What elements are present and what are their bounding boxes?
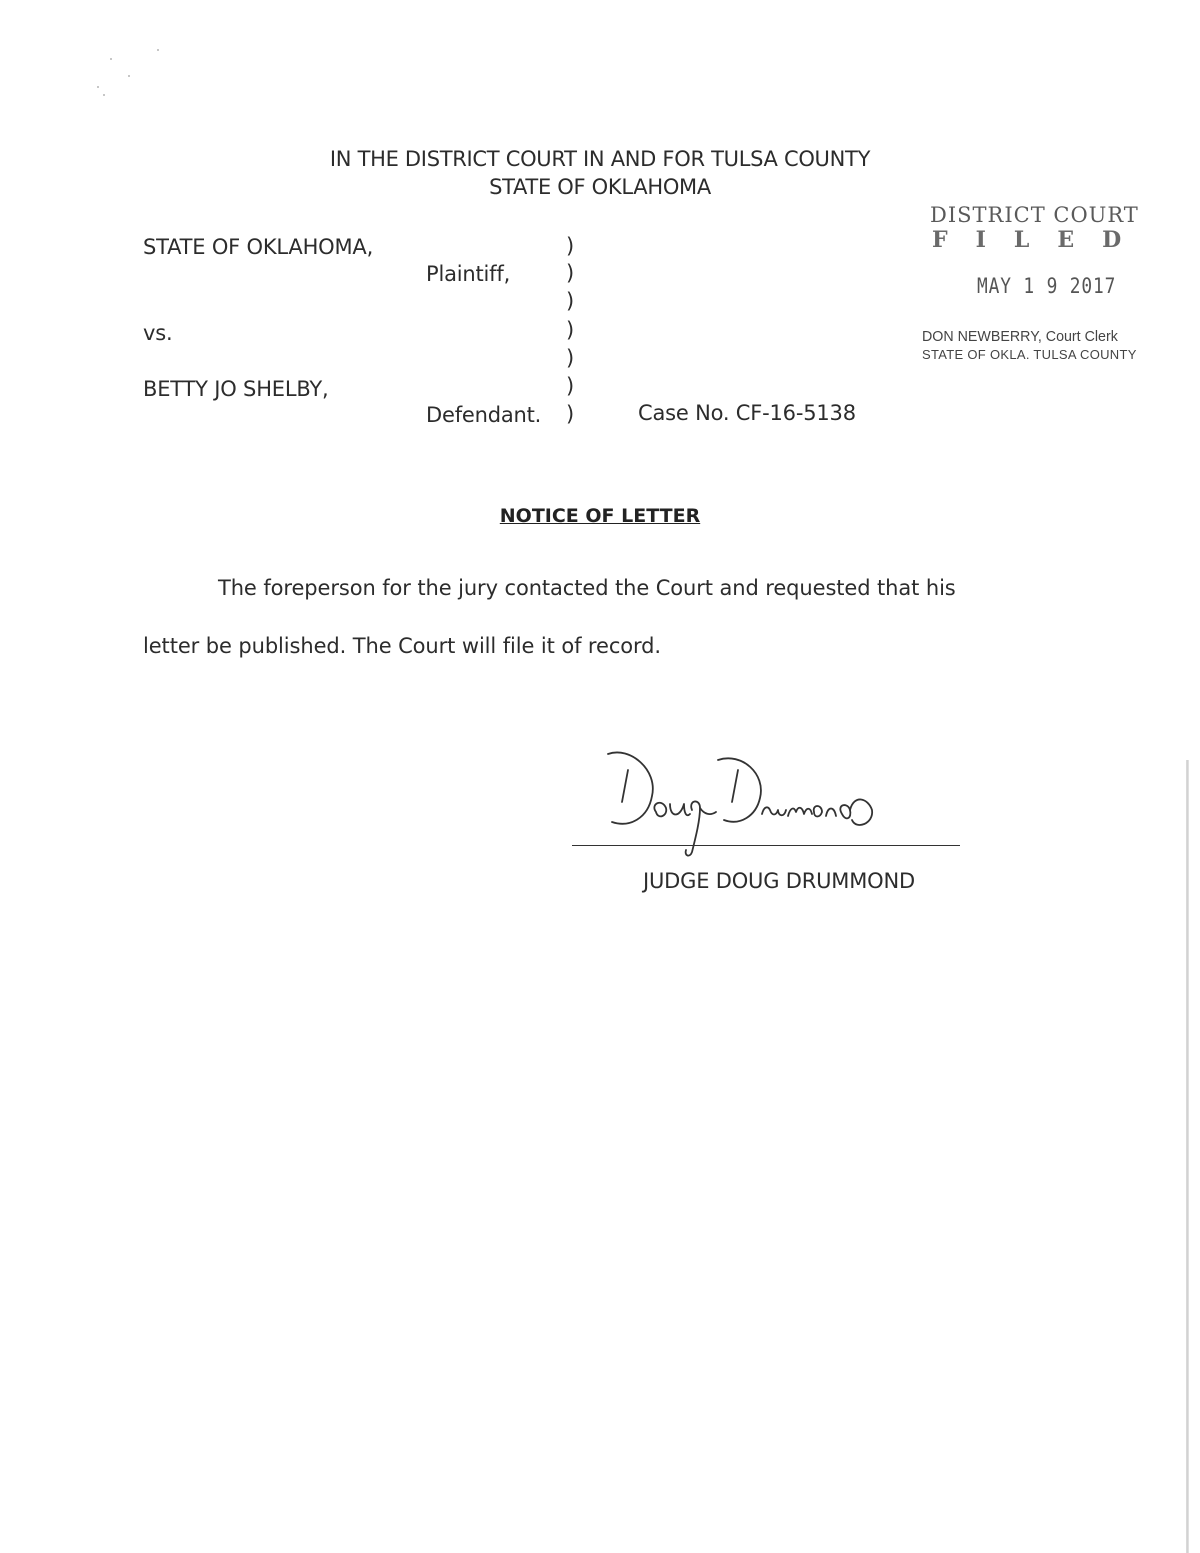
stamp-title: DISTRICT COURT (930, 203, 1139, 227)
notice-line1: The foreperson for the jury contacted the Court and requested that his (218, 576, 956, 600)
court-heading-line1: IN THE DISTRICT COURT IN AND FOR TULSA COUNTY (329, 147, 871, 171)
scan-speck (128, 75, 130, 77)
stamp-date: MAY 1 9 2017 (977, 274, 1117, 298)
judge-name: JUDGE DOUG DRUMMOND (643, 869, 915, 893)
handwritten-signature (600, 740, 900, 870)
caption-paren: ) (566, 261, 575, 285)
caption-paren: ) (566, 289, 575, 313)
court-heading-line2: STATE OF OKLAHOMA (489, 175, 711, 199)
caption-paren: ) (566, 234, 575, 258)
caption-paren: ) (566, 402, 575, 426)
scan-speck (110, 58, 112, 60)
notice-title: NOTICE OF LETTER (499, 505, 701, 527)
scan-speck (97, 86, 99, 88)
scan-speck (103, 94, 105, 96)
caption-paren: ) (566, 346, 575, 370)
caption-paren: ) (566, 318, 575, 342)
plaintiff-role: Plaintiff, (426, 262, 511, 286)
case-number: Case No. CF-16-5138 (638, 401, 856, 425)
stamp-clerk: DON NEWBERRY, Court Clerk (922, 328, 1118, 345)
defendant-role: Defendant. (426, 403, 542, 427)
signature-line (572, 845, 960, 846)
scan-speck (157, 49, 159, 51)
caption-paren: ) (566, 374, 575, 398)
scan-edge-artifact (1186, 760, 1189, 1553)
stamp-county: STATE OF OKLA. TULSA COUNTY (922, 347, 1137, 362)
stamp-filed: FILED (932, 227, 1150, 253)
notice-line2: letter be published. The Court will file it of record. (143, 634, 661, 658)
plaintiff-name: STATE OF OKLAHOMA, (143, 235, 374, 259)
versus: vs. (143, 321, 173, 345)
defendant-name: BETTY JO SHELBY, (143, 377, 329, 401)
